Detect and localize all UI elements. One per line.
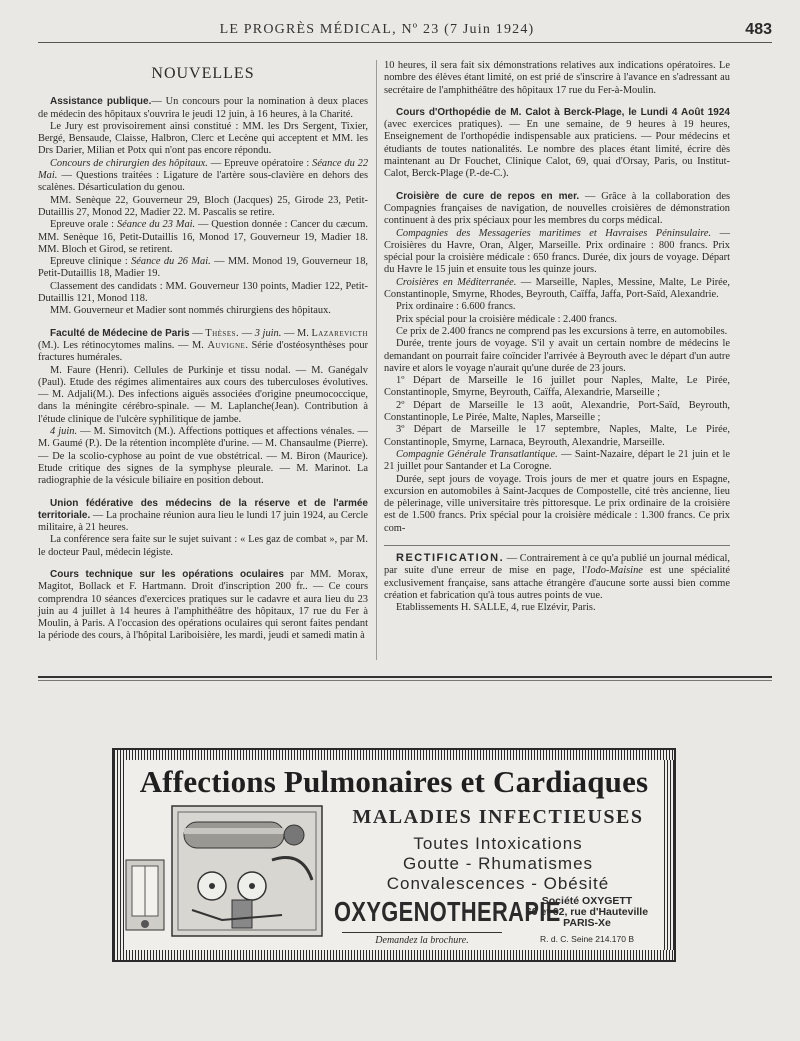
croisiere-p2-it: Compagnies des Messageries maritimes et Havraises Péninsulaire.: [396, 227, 712, 239]
ad-society-name: Société OXYGETT: [541, 895, 633, 907]
ad-brochure: Demandez la brochure.: [342, 932, 502, 946]
assistance-p6-it: Séance du 26 Mai.: [131, 256, 211, 268]
berck-orthopedie: [384, 107, 730, 181]
union-p2: La conférence sera faite sur le sujet suivant : « Les gaz de combat », par M. le docteur Paul, médecin légiste.: [38, 534, 368, 558]
croisiere-p3-it: Croisières en Méditerranée.: [396, 276, 517, 288]
header-rule: [38, 42, 772, 43]
ad-brand: OXYGENOTHERAPIE: [334, 896, 561, 927]
faculte-lead: Faculté de Médecine de Paris: [50, 327, 190, 339]
ad-border-top: [114, 750, 674, 760]
ad-subtitle: MALADIES INFECTIEUSES: [352, 806, 644, 828]
faculte-p3-it: 4 juin.: [50, 426, 78, 438]
faculte-date: 3 juin.: [254, 327, 282, 339]
croisiere-p8: 1º Départ de Marseille le 16 juillet pour Naples, Malte, Le Pirée, Constantinople, Smyrne, Beyrouth, Caïffa, Alexandrie, Marseille ;: [384, 375, 730, 399]
faculte-p1c: — M.: [281, 327, 312, 339]
assistance-p1: — Un concours pour la nomination à deux places de médecin des hôpitaux s'ouvrira le jeudi 12 juin, à 16 heures, à la Charité.: [38, 96, 368, 120]
assistance-p5b: — Question donnée : Cancer du cæcum. MM. Senèque 16, Petit-Dutaillis 16, Monod 17, Gouverneur 19, Madier 18. MM. Bloch et Girod, se retirent.: [38, 219, 368, 255]
assistance-lead: Assistance publique.: [50, 96, 152, 108]
ad-society-city: PARIS-Xe: [563, 917, 611, 929]
croisiere-p6: Ce prix de 2.400 francs ne comprend pas les excursions à terre, en automobiles.: [396, 325, 728, 337]
left-column: [38, 60, 368, 653]
assistance-p5a: Epreuve orale :: [50, 219, 117, 231]
faculte-name1: Lazarevicth: [311, 327, 369, 339]
faculte-p1e: . Série d'ostéosynthèses pour fractures humérales.: [38, 339, 368, 364]
croisiere-p2: — Croisières du Havre, Oran, Alger, Marseille. Prix ordinaire : 800 francs. Prix spécial pour la croisière médicale : 650 francs. Durée, dix jours de voyage. Départ du Havre le 15 juin et ensuite tous les quinze jours.: [384, 227, 730, 276]
faculte-p3: — M. Simovitch (M.). Affections pottiques et affections vénales. — M. Gaumé (P.). De la rétention incomplète d'urine. — M. Chansaulme (Pierre). — De la scolio-cyphose au point de vue obstétrical. — M. Biron (Maurice). Etude critique des signes de la symphyse pleurale. — M. Marinot. La radiographie de la vésicule biliaire en position debout.: [38, 426, 368, 487]
berck-lead: Cours d'Orthopédie de M. Calot à Berck-Plage, le Lundi 4 Août 1924: [396, 106, 730, 118]
cours-p1: par MM. Morax, Magitot, Bollack et F. Hartmann. Droit d'inscription 200 fr.. — Ce cours comprendra 10 séances d'exercices pratiques sur le cadavre et aura lieu du 23 juin au 4 juillet à 14 heures à l'amphithéâtre des hôpitaux, 17 rue du Fer à Moulin, à Paris. A l'occasion des opérations oculaires qui seront faites pendant la période des cours, à l'hôpital Lariboisière, les mardi, jeudi et samedi matin à: [38, 568, 368, 642]
croisiere-p11-it: Compagnie Générale Transatlantique.: [396, 448, 558, 460]
assistance-p5-it: Séance du 23 Mai.: [116, 219, 196, 231]
assistance-p7: Classement des candidats : MM. Gouverneur 130 points, Madier 122, Petit-Dutaillis 121, Monod 118.: [38, 280, 368, 305]
assistance-p3-it: Concours de chirurgien des hôpitaux.: [50, 157, 208, 169]
cours-continuation: [384, 60, 730, 97]
assistance-p6b: — MM. Monod 19, Gouverneur 18, Petit-Dutaillis 18, Madier 19.: [38, 256, 368, 280]
ad-title: Affections Pulmonaires et Cardiaques: [139, 764, 649, 799]
ad-line-2: Goutte - Rhumatismes: [402, 854, 594, 873]
bottom-rule-thin: [38, 680, 772, 681]
running-head: [40, 21, 772, 42]
assistance-publique: [38, 96, 368, 317]
faculte-p1d: (M.). Les rétinocytomes malins. — M.: [38, 339, 208, 351]
croisiere-p1: — Grâce à la collaboration des Compagnies françaises de navigation, de nouvelles croisières de démonstration continuent à des prix spéciaux pour les membres du corps médical.: [384, 190, 730, 227]
assistance-p3-it2: Séance du 22 Mai.: [38, 157, 369, 182]
cours-oculaires: [38, 569, 368, 643]
assistance-p3b: — Questions traitées : Ligature de l'artère sous-clavière en dehors des scalènes. Désarticulation du genou.: [38, 170, 368, 194]
ad-society-address: 60 et 62, rue d'Hauteville: [525, 906, 649, 918]
croisiere-p4: Prix ordinaire : 6.600 francs.: [396, 301, 516, 313]
croisiere-p5: Prix spécial pour la croisière médicale : 2.400 francs.: [396, 313, 618, 325]
croisiere-p10: 3º Départ de Marseille le 17 septembre, Naples, Malte, Le Pirée, Constantinople, Smyrne, Larnaca, Beyrouth, Alexandrie, Marseille.: [384, 424, 730, 448]
assistance-p6a: Epreuve clinique :: [50, 256, 132, 268]
faculte-medecine: [38, 328, 368, 488]
assistance-p8: MM. Gouverneur et Madier sont nommés chirurgiens des hôpitaux.: [50, 305, 331, 317]
faculte-p1b: —: [239, 327, 255, 339]
column-divider: [376, 60, 377, 660]
croisiere-lead: Croisière de cure de repos en mer.: [396, 190, 580, 202]
croisiere-p9: 2º Départ de Marseille le 13 août, Alexandrie, Port-Saïd, Beyrouth, Constantinople, Le Pirée, Malte, Naples, Marseille ;: [384, 399, 730, 424]
union-p1: — La prochaine réunion aura lieu le lundi 17 juin 1924, au Cercle militaire, à 21 heures.: [38, 509, 368, 534]
advertisement: [112, 748, 676, 962]
faculte-theses: Thèses.: [205, 327, 240, 339]
rectification: [384, 545, 730, 614]
croisiere-p11: — Saint-Nazaire, départ le 21 juin et le 21 juillet pour Santander et La Corogne.: [384, 448, 730, 473]
ad-line-3: Convalescences - Obésité: [386, 874, 610, 893]
assistance-p3: — Epreuve opératoire :: [207, 157, 313, 169]
bottom-rule: [38, 676, 772, 678]
rectification-p1b: est une spécialité exclusivement française, sans attache étrangère d'aucune sorte aussi bien comme création et fabrication qu'à tous autres points de vue.: [384, 565, 730, 601]
oxygen-apparatus-icon: [122, 800, 330, 948]
faculte-name2: Auvigne: [207, 339, 246, 351]
assistance-p2: Le Jury est provisoirement ainsi constitué : MM. les Drs Sergent, Tixier, Bergé, Bensaude, Claisse, Halbron, Clerc et Lecène qui acceptent et MM. les Drs Darier, Milian et Potx qui n'ont pas encore répondu.: [38, 120, 368, 157]
ad-registration: R. d. C. Seine 214.170 B: [539, 934, 635, 944]
rectification-p2: Etablissements H. SALLE, 4, rue Elzévir, Paris.: [396, 602, 596, 614]
rectification-product: Iodo-Maisine: [586, 565, 643, 577]
berck-p1: (avec exercices pratiques). — En une semaine, de 9 heures à 19 heures, Enseignement de l'orthopédie indispensable aux praticiens. — Pour médecins et étudiants de toutes nationalités. Le nombre des places étant limité, écrire dès maintenant au Dr Fouchet, Clinique Calot, 69, quai d'Orsay, Paris, ou Institut-Calot, Berck-Plage (P.-de-C.).: [384, 119, 730, 180]
page-number: 483: [745, 21, 772, 38]
ad-society: [522, 896, 652, 929]
faculte-p2: M. Faure (Henri). Cellules de Purkinje et tissu nodal. — M. Ganégalv (Paul). Etude des régimes alimentaires aux cours des tuberculoses évolutives. — M. Adjali(M.). Des infections aiguës associées d'origine pneumococcique, dans la méningite cérébro-spinale. — M. Laplanche(Jean). Contribution à l'étude clinique de l'ulcère syphilitique de jambe.: [38, 364, 368, 425]
section-title: NOUVELLES: [151, 65, 255, 82]
ad-line-1: Toutes Intoxications: [413, 834, 583, 853]
croisiere-p12: Durée, sept jours de voyage. Trois jours de mer et quatre jours en Espagne, excursion en automobiles à Saint-Jacques de Compostelle, cité très ancienne, lieu de pèlerinage, ville universitaire très pittoresque. Le prix ordinaire de la croisière est de 1.500 francs. Prix spécial pour la croisière médicale : 1.300 francs. Ce prix com-: [384, 473, 730, 534]
ad-border-right: [664, 760, 674, 950]
croisiere-p7: Durée, trente jours de voyage. S'il y avait un certain nombre de médecins le demandant on pourrait faire coïncider l'arrivée à Beyrouth avec le départ d'un autre navire et alors le voyage n'aurait qu'une durée de 23 jours.: [384, 338, 730, 374]
ad-border-bottom: [114, 950, 674, 960]
rectification-lead: RECTIFICATION.: [396, 551, 505, 564]
faculte-p1a: —: [189, 327, 206, 339]
running-title: LE PROGRÈS MÉDICAL, Nº 23 (7 Juin 1924): [219, 22, 535, 37]
assistance-p4: MM. Senèque 22, Gouverneur 29, Bloch (Jacques) 25, Girode 23, Petit-Dutaillis 27, Monod 22, Madier 22. M. Pascalis se retire.: [38, 194, 368, 218]
right-column: [384, 60, 730, 614]
cours-lead: Cours technique sur les opérations oculaires: [50, 568, 284, 580]
croisiere-p3: — Marseille, Naples, Messine, Malte, Le Pirée, Constantinople, Smyrne, Rhodes, Beyrouth, Caïffa, Jaffa, Port-Saïd, Alexandrie.: [384, 276, 730, 301]
rectification-p1a: — Contrairement à ce qu'a publié un journal médical, par suite d'une erreur de mise en page, l': [384, 552, 730, 577]
croisiere: [384, 191, 730, 535]
union-federative: [38, 498, 368, 559]
union-lead: Union fédérative des médecins de la réserve et de l'armée territoriale.: [38, 497, 368, 521]
cours-cont: 10 heures, il sera fait six démonstrations relatives aux indications opératoires. Le nombre des élèves étant limité, on est prié de s'inscrire à l'avance en s'adressant au secrétaire de l'amphithéâtre des hôpitaux 17 rue du Fer-à-Moulin.: [384, 60, 730, 96]
